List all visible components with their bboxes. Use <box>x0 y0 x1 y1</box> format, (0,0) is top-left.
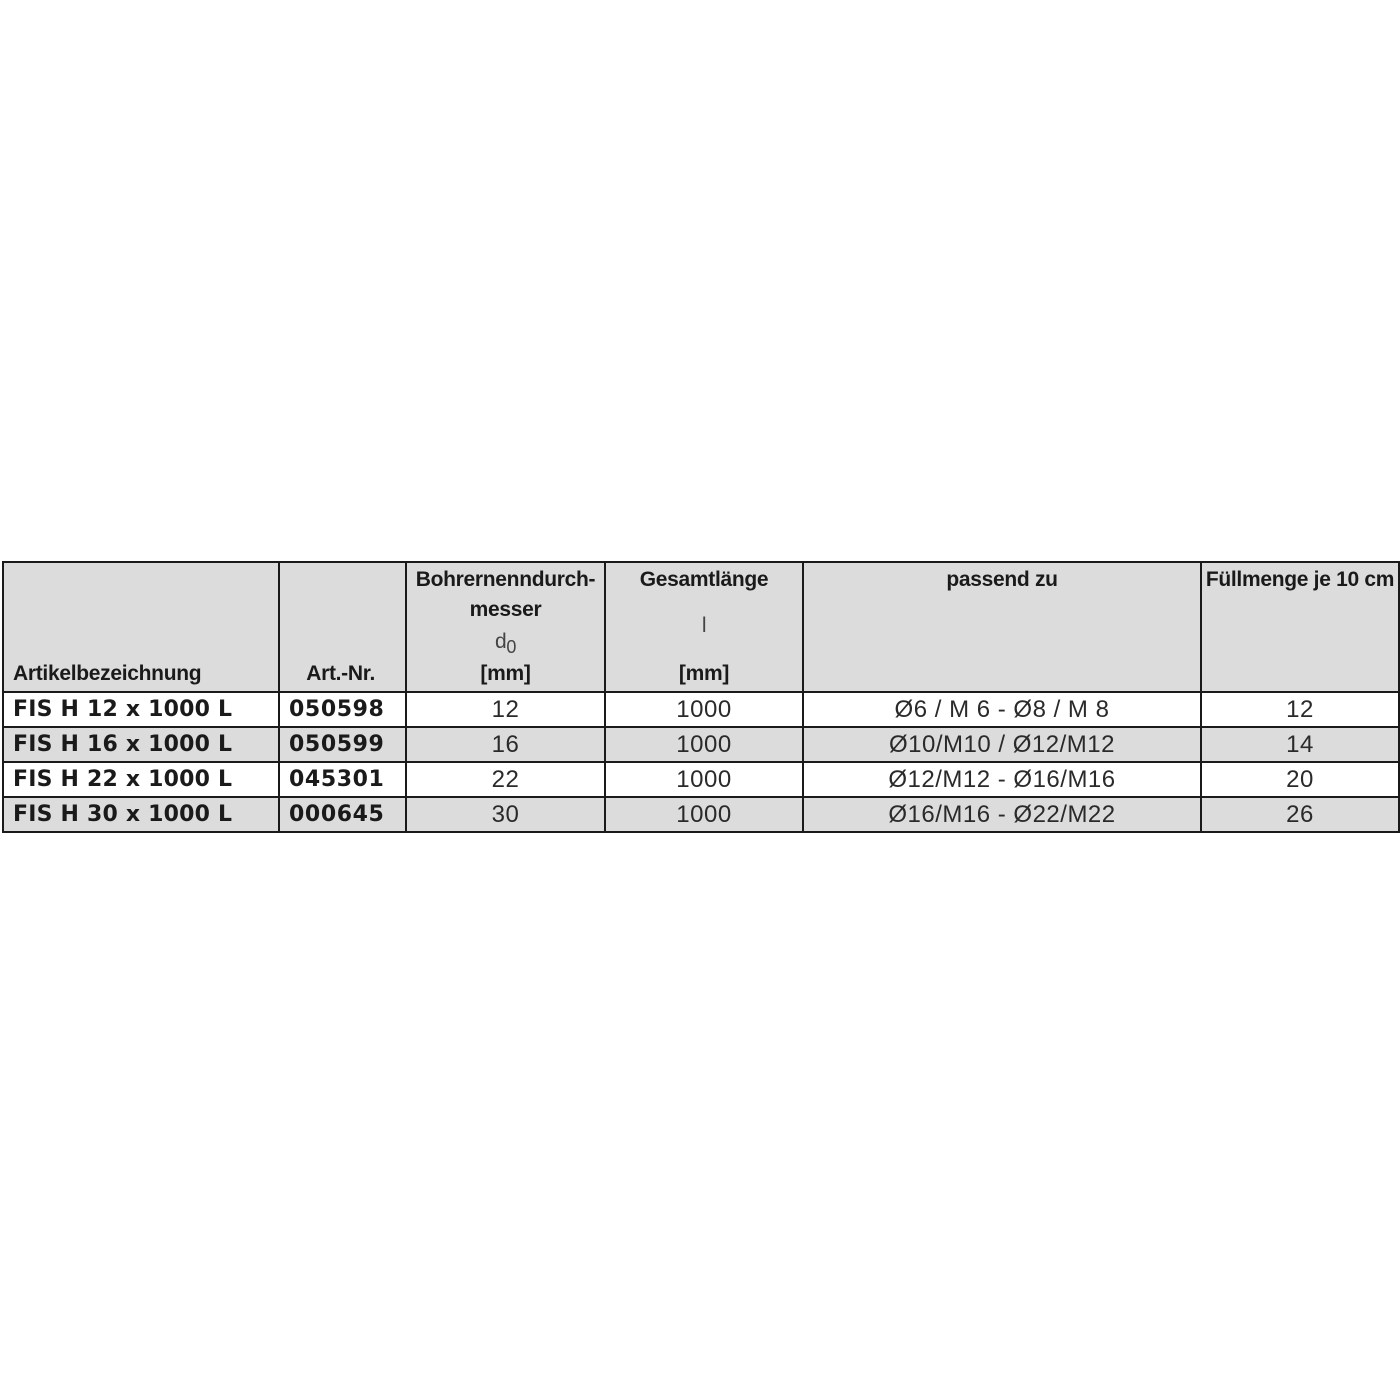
header-diameter-line1: Bohrernenndurch- <box>415 568 596 591</box>
cell-name: FIS H 30 x 1000 L <box>3 797 279 832</box>
table-row <box>3 797 1399 832</box>
header-diameter-unit: [mm] <box>480 662 531 685</box>
header-diameter-line2: messer <box>469 598 542 621</box>
cell-length: 1000 <box>605 762 803 797</box>
cell-diameter: 30 <box>406 797 605 832</box>
header-diameter <box>406 562 605 692</box>
header-fits-label: passend zu <box>946 568 1058 591</box>
header-length-label: Gesamtlänge <box>639 568 769 591</box>
table-row <box>3 692 1399 727</box>
cell-artnr: 050598 <box>279 692 406 727</box>
product-spec-table <box>2 561 1400 833</box>
table-row <box>3 727 1399 762</box>
table-header-row <box>3 562 1399 692</box>
cell-fill: 12 <box>1201 692 1399 727</box>
cell-fill: 14 <box>1201 727 1399 762</box>
cell-fits: Ø16/M16 - Ø22/M22 <box>803 797 1201 832</box>
cell-fits: Ø6 / M 6 - Ø8 / M 8 <box>803 692 1201 727</box>
header-artnr-label: Art.-Nr. <box>306 662 375 685</box>
header-artnr <box>279 562 406 692</box>
header-length-symbol: l <box>701 614 707 637</box>
cell-length: 1000 <box>605 797 803 832</box>
cell-fill: 26 <box>1201 797 1399 832</box>
cell-artnr: 000645 <box>279 797 406 832</box>
cell-name: FIS H 16 x 1000 L <box>3 727 279 762</box>
header-length-unit: [mm] <box>678 662 730 685</box>
cell-length: 1000 <box>605 727 803 762</box>
header-fits <box>803 562 1201 692</box>
cell-length: 1000 <box>605 692 803 727</box>
cell-diameter: 12 <box>406 692 605 727</box>
cell-artnr: 050599 <box>279 727 406 762</box>
header-diameter-symbol-sub: 0 <box>506 637 517 657</box>
cell-name: FIS H 12 x 1000 L <box>3 692 279 727</box>
cell-diameter: 16 <box>406 727 605 762</box>
header-name <box>3 562 279 692</box>
cell-fits: Ø12/M12 - Ø16/M16 <box>803 762 1201 797</box>
header-name-label: Artikelbezeichnung <box>13 662 202 685</box>
cell-fill: 20 <box>1201 762 1399 797</box>
cell-diameter: 22 <box>406 762 605 797</box>
cell-name: FIS H 22 x 1000 L <box>3 762 279 797</box>
table-row <box>3 762 1399 797</box>
cell-fits: Ø10/M10 / Ø12/M12 <box>803 727 1201 762</box>
header-fill-label: Füllmenge je 10 cm <box>1205 568 1395 591</box>
header-diameter-symbol-letter: d <box>494 630 507 653</box>
cell-artnr: 045301 <box>279 762 406 797</box>
header-fill <box>1201 562 1399 692</box>
header-length <box>605 562 803 692</box>
